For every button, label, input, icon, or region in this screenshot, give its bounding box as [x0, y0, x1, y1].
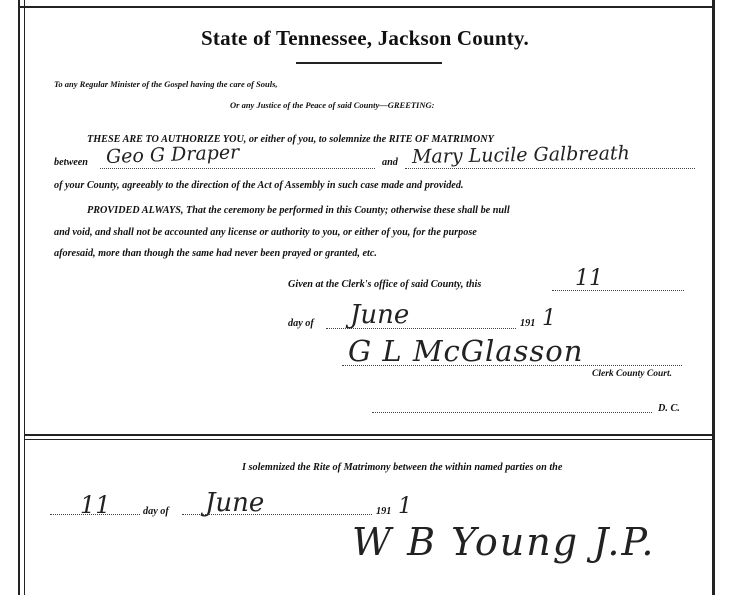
given-label: Given at the Clerk's office of said County, this	[288, 279, 482, 290]
right-border	[712, 0, 715, 595]
left-border	[18, 0, 20, 595]
between-label: between	[54, 157, 88, 168]
clerk-title: Clerk County Court.	[592, 369, 672, 379]
authorize-line-3: of your County, agreeably to the direction of the Act of Assembly in such case made and provided.	[54, 180, 464, 191]
address-line-2: Or any Justice of the Peace of said County—GREETING:	[230, 100, 435, 110]
and-label: and	[382, 157, 398, 168]
officiant-signature: W B Young J.P.	[352, 520, 656, 564]
left-border-inner	[24, 0, 25, 595]
provided-line-2: and void, and shall not be accounted any license or authority to you, or either of you, for the purpose	[54, 227, 477, 238]
groom-name: Geo G Draper	[105, 141, 240, 168]
address-line-1: To any Regular Minister of the Gospel having the care of Souls,	[54, 79, 278, 89]
sol-day: 11	[80, 491, 111, 519]
section-divider-top	[24, 434, 714, 436]
groom-name-line	[100, 168, 375, 169]
solemnized-line: I solemnized the Rite of Matrimony between the within named parties on the	[242, 462, 563, 473]
provided-line-1: PROVIDED ALWAYS, That the ceremony be performed in this County; otherwise these shall be null	[87, 205, 510, 216]
sol-year-suffix: 1	[398, 494, 412, 519]
given-year-prefix: 191	[520, 318, 536, 329]
sol-day-of-label: day of	[143, 506, 169, 517]
given-month: June	[350, 300, 410, 330]
sol-month: June	[205, 488, 265, 518]
dc-label: D. C.	[658, 403, 680, 414]
authorize-line-1: THESE ARE TO AUTHORIZE YOU, or either of you, to solemnize the RITE OF MATRIMONY	[87, 134, 494, 145]
given-year-suffix: 1	[542, 306, 556, 331]
day-of-label: day of	[288, 318, 314, 329]
bride-name: Mary Lucile Galbreath	[411, 142, 631, 168]
dc-line	[372, 412, 652, 413]
given-day: 11	[575, 266, 603, 291]
top-border	[18, 6, 715, 8]
given-day-line	[552, 290, 684, 291]
title-underline	[296, 62, 442, 64]
provided-line-3: aforesaid, more than though the same had never been prayed or granted, etc.	[54, 248, 377, 259]
sol-year-prefix: 191	[376, 506, 392, 517]
bride-name-line	[405, 168, 695, 169]
page-title: State of Tennessee, Jackson County.	[201, 26, 529, 50]
section-divider-bottom	[24, 439, 714, 440]
clerk-signature: G L McGlasson	[348, 334, 584, 368]
